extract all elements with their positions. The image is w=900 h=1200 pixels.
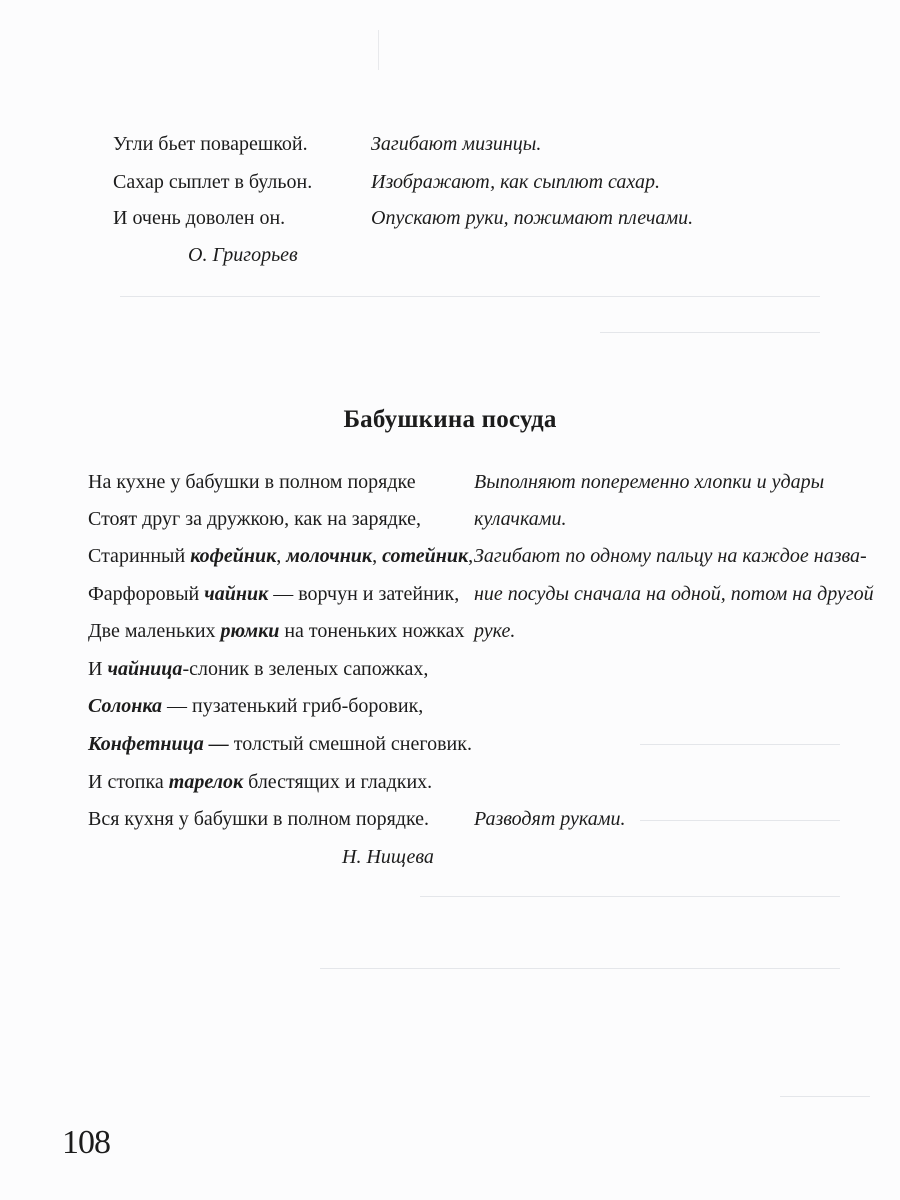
line-text: На кухне у бабушки в полном порядке	[88, 471, 416, 493]
line-text: на тоненьких ножках	[279, 620, 465, 642]
bleed-through-line	[640, 744, 840, 745]
dish-name: рюмки	[220, 620, 280, 642]
action-claps: Выполняют попеременно хлопки и удары	[474, 471, 825, 493]
dish-name: Конфетница —	[88, 733, 234, 755]
line-text: Стоят друг за дружкою, как на зарядке,	[88, 508, 421, 530]
action-line: Опускают руки, пожимают плечами.	[371, 207, 694, 229]
dish-name: сотейник	[382, 545, 469, 567]
action-spread-hands: Разводят руками.	[474, 808, 626, 830]
page-number: 108	[62, 1124, 110, 1161]
bleed-through-mark	[378, 30, 379, 70]
line-text: Две маленьких	[88, 620, 221, 642]
poem-line	[88, 808, 429, 830]
poem-author: Н. Нищева	[342, 846, 434, 868]
action-claps: кулачками.	[474, 508, 567, 530]
bleed-through-line	[120, 296, 820, 297]
line-text: -слоник в зеленых сапожках,	[182, 658, 429, 680]
line-text: ,	[372, 545, 383, 567]
poem-line	[88, 733, 472, 755]
poem-line	[88, 545, 473, 567]
action-line: Изображают, как сыплют сахар.	[371, 171, 661, 193]
dish-name: Солонка	[88, 695, 162, 717]
dish-name: чайница	[107, 658, 183, 680]
line-text: ,	[276, 545, 287, 567]
line-text: — ворчун и затейник,	[268, 583, 460, 605]
action-fold-fingers: руке.	[474, 620, 516, 642]
poem-title: Бабушкина посуда	[343, 406, 557, 433]
bleed-through-line	[320, 968, 840, 969]
poem-line	[88, 508, 421, 530]
poem-line	[88, 771, 432, 793]
action-line: Загибают мизинцы.	[371, 133, 542, 155]
bleed-through-line	[640, 820, 840, 821]
poem-line	[88, 658, 428, 680]
bleed-through-line	[600, 332, 820, 333]
dish-name: чайник	[204, 583, 269, 605]
poem-line: Сахар сыплет в бульон.	[113, 171, 313, 193]
poem-line	[88, 583, 459, 605]
dish-name: тарелок	[168, 771, 244, 793]
line-text: И стопка	[88, 771, 169, 793]
poem-line	[88, 620, 465, 642]
poem-line: Угли бьет поварешкой.	[113, 133, 308, 155]
action-fold-fingers: ние посуды сначала на одной, потом на другой	[474, 583, 874, 605]
poem-author: О. Григорьев	[188, 244, 298, 266]
dish-name: молочник	[286, 545, 373, 567]
line-text: Старинный	[88, 545, 191, 567]
bleed-through-line	[420, 896, 840, 897]
line-text: — пузатенький гриб-боровик,	[161, 695, 424, 717]
poem-line	[88, 695, 423, 717]
line-text: И	[88, 658, 108, 680]
dish-name: кофейник	[190, 545, 277, 567]
line-text: Фарфоровый	[88, 583, 205, 605]
action-fold-fingers: Загибают по одному пальцу на каждое назва-	[474, 545, 867, 567]
line-text: толстый смешной снеговик.	[233, 733, 472, 755]
bleed-through-line	[780, 1096, 870, 1097]
line-text: Вся кухня у бабушки в полном порядке.	[88, 808, 430, 830]
line-text: блестящих и гладких.	[243, 771, 433, 793]
poem-line: И очень доволен он.	[113, 207, 286, 229]
poem-line	[88, 471, 416, 493]
line-text: ,	[468, 545, 474, 567]
